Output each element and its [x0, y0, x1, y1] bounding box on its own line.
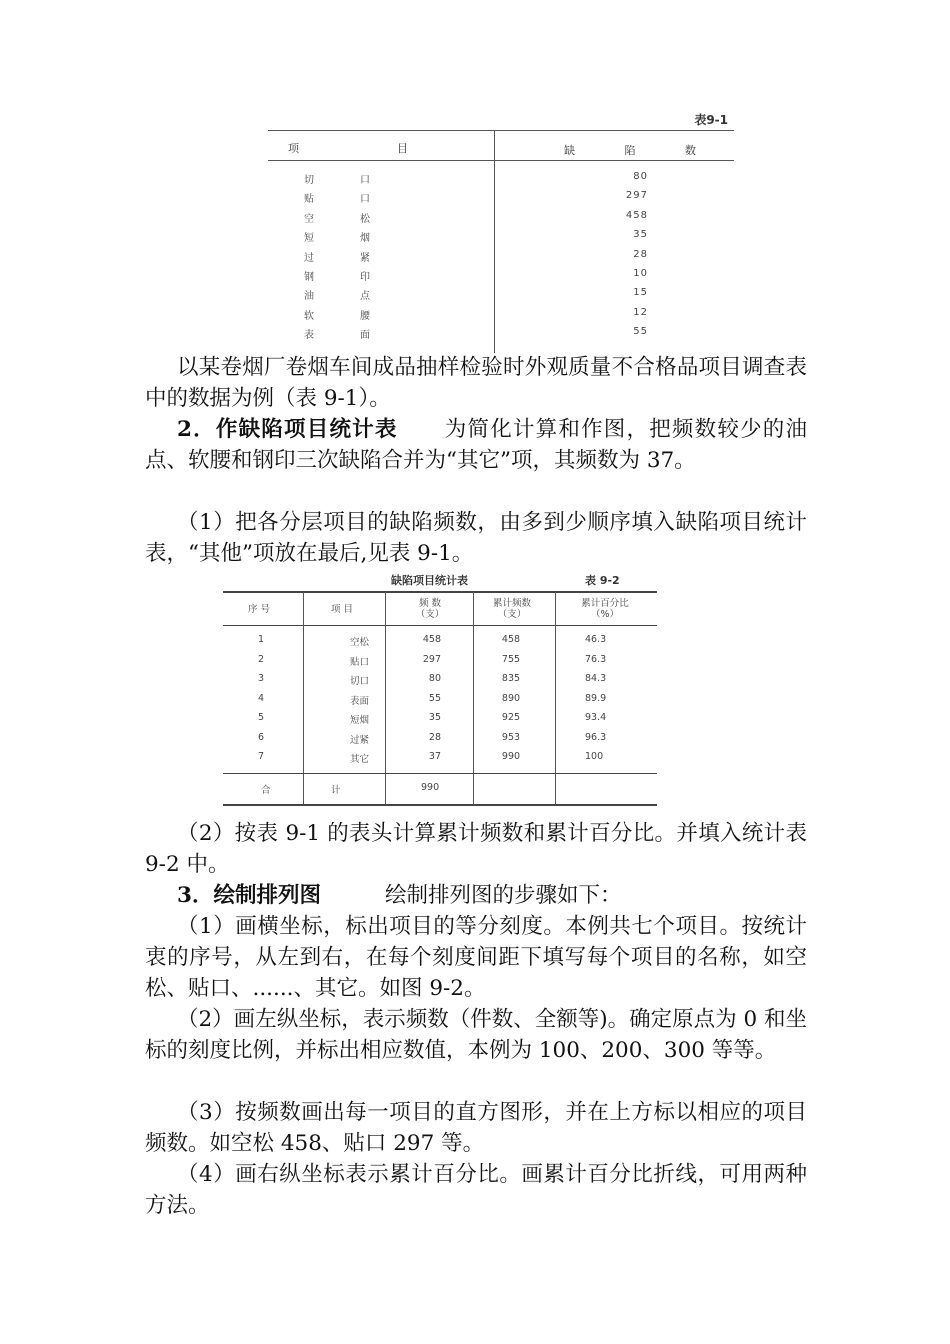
table-9-2 — [223, 568, 657, 808]
total-label-a: 合 — [261, 785, 271, 796]
total-freq: 990 — [421, 782, 440, 793]
table-row — [268, 326, 734, 345]
header-seq: 序 号 — [247, 604, 271, 615]
row-pct: 46.3 — [585, 634, 607, 645]
row-item: 空 松 — [304, 213, 370, 225]
row-item: 短 烟 — [304, 233, 370, 245]
table-row — [268, 210, 734, 229]
table-top-rule — [223, 591, 657, 593]
row-freq: 28 — [428, 731, 441, 743]
row-item: 过紧 — [349, 734, 369, 746]
row-pct: 89.9 — [585, 692, 607, 704]
paragraph: 绘制排列图的步骤如下： — [384, 883, 622, 908]
section-heading: 2．作缺陷项目统计表 — [177, 417, 398, 442]
row-seq: 2 — [257, 653, 265, 665]
header-pct: 累计百分比 （%） — [581, 598, 629, 620]
row-cum: 835 — [501, 673, 521, 684]
section-3 — [145, 880, 807, 911]
row-seq: 3 — [257, 673, 265, 684]
table-row — [268, 307, 734, 326]
table-bottom-rule — [223, 804, 657, 806]
paragraph: （3）按频数画出每一项目的直方图形，并在上方标以相应的项目频数。如空松 458、贴口 297 等。 — [145, 1100, 807, 1156]
row-cum: 755 — [501, 653, 521, 665]
row-seq: 6 — [257, 731, 265, 743]
row-cum: 458 — [501, 634, 521, 645]
row-item: 切口 — [349, 676, 369, 687]
row-count: 15 — [633, 287, 648, 299]
paragraph: （2）按表 9-1 的表头计算累计频数和累计百分比。并填入统计表 9-2 中。 — [145, 821, 807, 877]
row-count: 28 — [633, 248, 648, 260]
row-item: 其它 — [349, 754, 369, 765]
row-freq: 80 — [428, 673, 441, 684]
table-9-1 — [268, 108, 734, 353]
table-row — [268, 171, 734, 190]
table-top-rule — [268, 130, 734, 131]
row-pct: 76.3 — [585, 653, 607, 665]
row-count: 458 — [625, 209, 648, 221]
row-freq: 55 — [428, 692, 441, 704]
total-label-b: 计 — [331, 785, 341, 796]
table-row — [268, 268, 734, 287]
row-freq: 458 — [422, 634, 441, 645]
header-freq: 频 数 （支） — [415, 598, 445, 620]
row-seq: 4 — [257, 692, 265, 704]
row-count: 80 — [633, 171, 648, 182]
paragraph: 为简化计算和作图，把频数较少的油点、软腰和钢印三次缺陷合并为“其它”项，其频数为 37。 — [145, 417, 807, 473]
row-count: 10 — [633, 267, 648, 279]
paragraph: （2）画左纵坐标，表示频数（件数、全额等)。确定原点为 0 和坐标的刻度比例，并标出相应数值，本例为 100、200、300 等等。 — [145, 1007, 807, 1063]
row-cum: 990 — [501, 751, 521, 762]
paragraph: （1）画横坐标，标出项目的等分刻度。本例共七个项目。按统计衷的序号，从左到右，在每个刻度间距下填写每个项目的名称，如空松、贴口、......、其它。如图 9-2。 — [145, 914, 807, 1001]
table-row — [268, 287, 734, 306]
row-item: 切 口 — [304, 175, 370, 186]
row-seq: 7 — [257, 751, 265, 762]
row-pct: 93.4 — [585, 712, 607, 723]
row-cum: 953 — [501, 731, 521, 743]
row-cum: 925 — [501, 712, 521, 723]
section-heading: 3．绘制排列图 — [177, 883, 321, 908]
row-freq: 37 — [428, 751, 441, 762]
row-item: 短烟 — [349, 715, 369, 726]
row-item: 软 腰 — [304, 310, 370, 322]
row-pct: 96.3 — [585, 731, 607, 743]
row-item: 钢 印 — [304, 271, 370, 283]
row-item: 空松 — [349, 637, 369, 648]
paragraph: （4）画右纵坐标表示累计百分比。画累计百分比折线，可用两种方法。 — [145, 1162, 807, 1218]
table-body — [268, 171, 734, 346]
row-item: 油 点 — [304, 291, 370, 303]
header-cum: 累计频数 （支） — [492, 598, 531, 620]
row-cum: 890 — [501, 692, 521, 704]
table-title: 缺陷项目统计表 — [391, 574, 468, 587]
row-item: 表面 — [349, 695, 369, 707]
row-item: 贴口 — [349, 656, 369, 668]
row-item: 表 面 — [304, 330, 370, 342]
table-row — [268, 229, 734, 248]
row-seq: 5 — [257, 712, 265, 723]
row-item: 过 紧 — [304, 252, 370, 264]
row-freq: 35 — [428, 712, 441, 723]
paragraph: （1）把各分层项目的缺陷频数，由多到少顺序填入缺陷项目统计表，“其他”项放在最后,见表 9-1。 — [145, 510, 807, 566]
table-row — [268, 249, 734, 268]
row-pct: 100 — [585, 751, 604, 762]
section-2 — [145, 414, 807, 476]
table-header-rule — [268, 160, 734, 161]
table-total-rule — [223, 773, 657, 774]
row-freq: 297 — [422, 653, 441, 665]
row-count: 35 — [633, 229, 648, 241]
row-count: 55 — [633, 326, 648, 338]
table-header-rule — [223, 625, 657, 626]
header-item: 项 目 — [330, 604, 354, 615]
row-count: 297 — [625, 190, 648, 202]
table-label: 表9-1 — [694, 113, 728, 127]
table-header-item: 项 目 — [288, 142, 408, 155]
row-seq: 1 — [257, 634, 265, 645]
row-item: 贴 口 — [304, 194, 370, 206]
table-label: 表 9-2 — [585, 574, 620, 587]
table-header-count: 缺 陷 数 — [564, 144, 696, 157]
row-pct: 84.3 — [585, 673, 607, 684]
paragraph: 以某卷烟厂卷烟车间成品抽样检验时外观质量不合格品项目调查表中的数据为例（表 9-1）。 — [145, 355, 807, 411]
table-row — [268, 190, 734, 209]
row-count: 12 — [633, 306, 648, 318]
